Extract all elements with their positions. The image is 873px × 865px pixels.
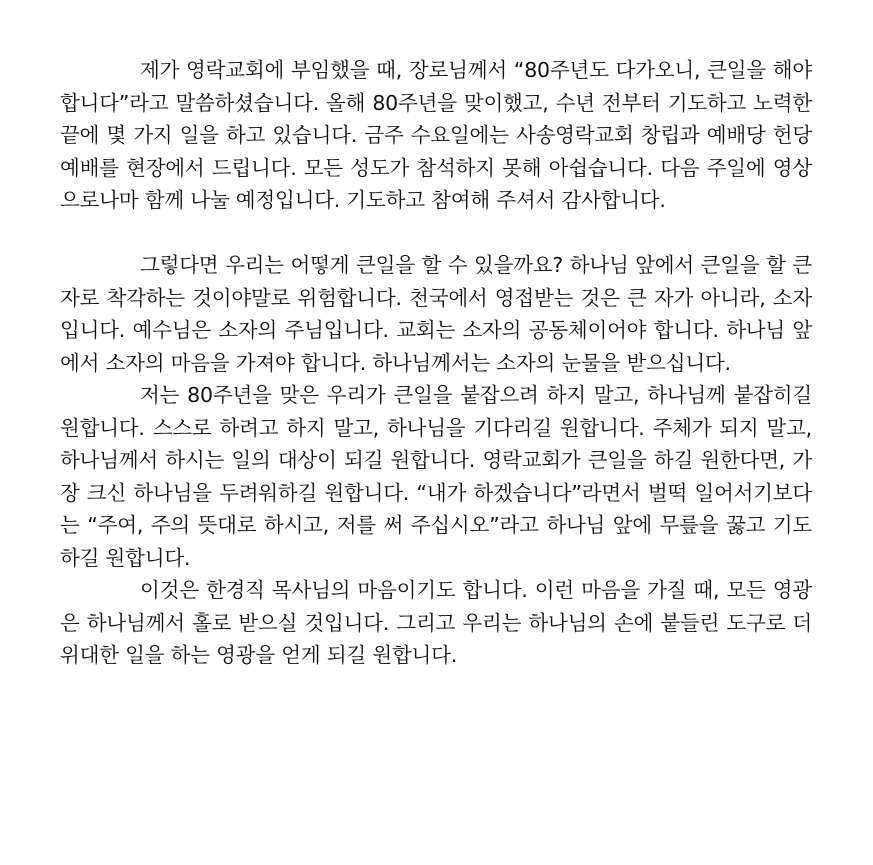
paragraph-1: 제가 영락교회에 부임했을 때, 장로님께서 “80주년도 다가오니, 큰일을 해야 합니다”라고 말씀하셨습니다. 올해 80주년을 맞이했고, 수년 전부터 기도하고 노력한 끝에 몇 가지 일을 하고 있습니다. 금주 수요일에는 사송영락교회 창립과 예배당 헌당예배를 현장에서 드립니다. 모든 성도가 참석하지 못해 아쉽습니다. 다음 주일에 영상으로나마 함께 나눌 예정입니다. 기도하고 참여해 주셔서 감사합니다. xyxy=(60,58,812,212)
paragraph-2: 그렇다면 우리는 어떻게 큰일을 할 수 있을까요? 하나님 앞에서 큰일을 할 큰 자로 착각하는 것이야말로 위험합니다. 천국에서 영접받는 것은 큰 자가 아니라, 소자입니다. 예수님은 소자의 주님입니다. 교회는 소자의 공동체이어야 합니다. 하나님 앞에서 소자의 마음을 가져야 합니다. 하나님께서는 소자의 눈물을 받으십니다. xyxy=(60,253,812,375)
document-body xyxy=(60,54,812,672)
paragraph-3: 저는 80주년을 맞은 우리가 큰일을 붙잡으려 하지 말고, 하나님께 붙잡히길 원합니다. 스스로 하려고 하지 말고, 하나님을 기다리길 원합니다. 주체가 되지 말고, 하나님께서 하시는 일의 대상이 되길 원합니다. 영락교회가 큰일을 하길 원한다면, 가장 크신 하나님을 두려워하길 원합니다. “내가 하겠습니다”라면서 벌떡 일어서기보다는 “주여, 주의 뜻대로 하시고, 저를 써 주십시오”라고 하나님 앞에 무릎을 꿇고 기도하길 원합니다. xyxy=(60,383,812,570)
paragraph-4: 이것은 한경직 목사님의 마음이기도 합니다. 이런 마음을 가질 때, 모든 영광은 하나님께서 홀로 받으실 것입니다. 그리고 우리는 하나님의 손에 붙들린 도구로 더 위대한 일을 하는 영광을 얻게 되길 원합니다. xyxy=(60,578,812,667)
paragraph-spacer xyxy=(60,217,812,250)
